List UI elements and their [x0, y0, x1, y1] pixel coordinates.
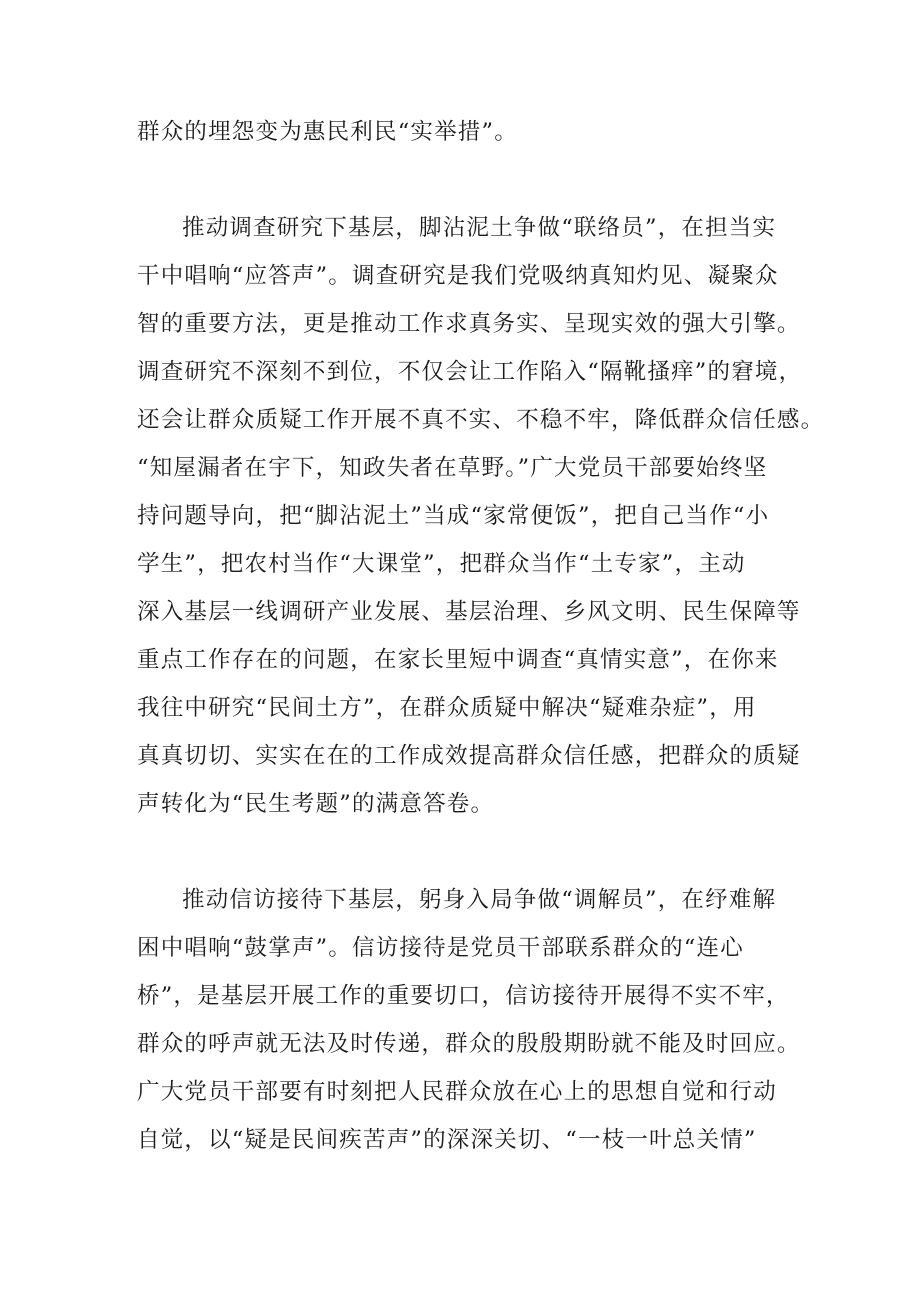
- paragraph-3-line-3: 桥”，是基层开展工作的重要切口，信访接待开展得不实不牢，: [137, 983, 790, 1009]
- paragraph-3-line-6: 自觉，以“疑是民间疾苦声”的深深关切、“一枝一叶总关情”: [137, 1127, 757, 1153]
- paragraph-2-line-7: 持问题导向，把“脚沾泥土”当成“家常便饭”，把自己当作“小: [137, 503, 770, 529]
- paragraph-2-line-4: 调查研究不深刻不到位，不仅会让工作陷入“隔靴搔痒”的窘境，: [137, 359, 803, 385]
- paragraph-3-line-5: 广大党员干部要有时刻把人民群众放在心上的思想自觉和行动: [137, 1079, 777, 1105]
- paragraph-2-line-11: 我往中研究“民间土方”，在群众质疑中解决“疑难杂症”，用: [137, 695, 757, 721]
- paragraph-2-line-2: 干中唱响“应答声”。调查研究是我们党吸纳真知灼见、凝聚众: [137, 263, 779, 289]
- paragraph-3-line-4: 群众的呼声就无法及时传递，群众的殷殷期盼就不能及时回应。: [137, 1031, 801, 1057]
- paragraph-2-line-6: “知屋漏者在宇下，知政失者在草野。”广大党员干部要始终坚: [137, 455, 768, 481]
- paragraph-2-line-3: 智的重要方法，更是推动工作求真务实、呈现实效的强大引擎。: [137, 311, 801, 337]
- paragraph-2-line-8: 学生”，把农村当作“大课堂”，把群众当作“土专家”，主动: [137, 551, 746, 577]
- paragraph-3-line-2: 困中唱响“鼓掌声”。信访接待是党员干部联系群众的“连心: [137, 935, 744, 961]
- paragraph-2-line-10: 重点工作存在的问题，在家长里短中调查“真情实意”，在你来: [137, 647, 779, 673]
- paragraph-1-line-1: 群众的埋怨变为惠民利民“实举措”。: [137, 119, 518, 145]
- paragraph-2-line-13: 声转化为“民生考题”的满意答卷。: [137, 791, 495, 817]
- paragraph-2-line-5: 还会让群众质疑工作开展不真不实、不稳不牢，降低群众信任感。: [137, 407, 825, 433]
- paragraph-2-line-9: 深入基层一线调研产业发展、基层治理、乡风文明、民生保障等: [137, 599, 801, 625]
- paragraph-3-line-1: 推动信访接待下基层，躬身入局争做“调解员”，在纾难解: [182, 887, 777, 913]
- paragraph-2-line-1: 推动调查研究下基层，脚沾泥土争做“联络员”，在担当实: [182, 215, 777, 241]
- paragraph-2-line-12: 真真切切、实实在在的工作成效提高群众信任感，把群众的质疑: [137, 743, 801, 769]
